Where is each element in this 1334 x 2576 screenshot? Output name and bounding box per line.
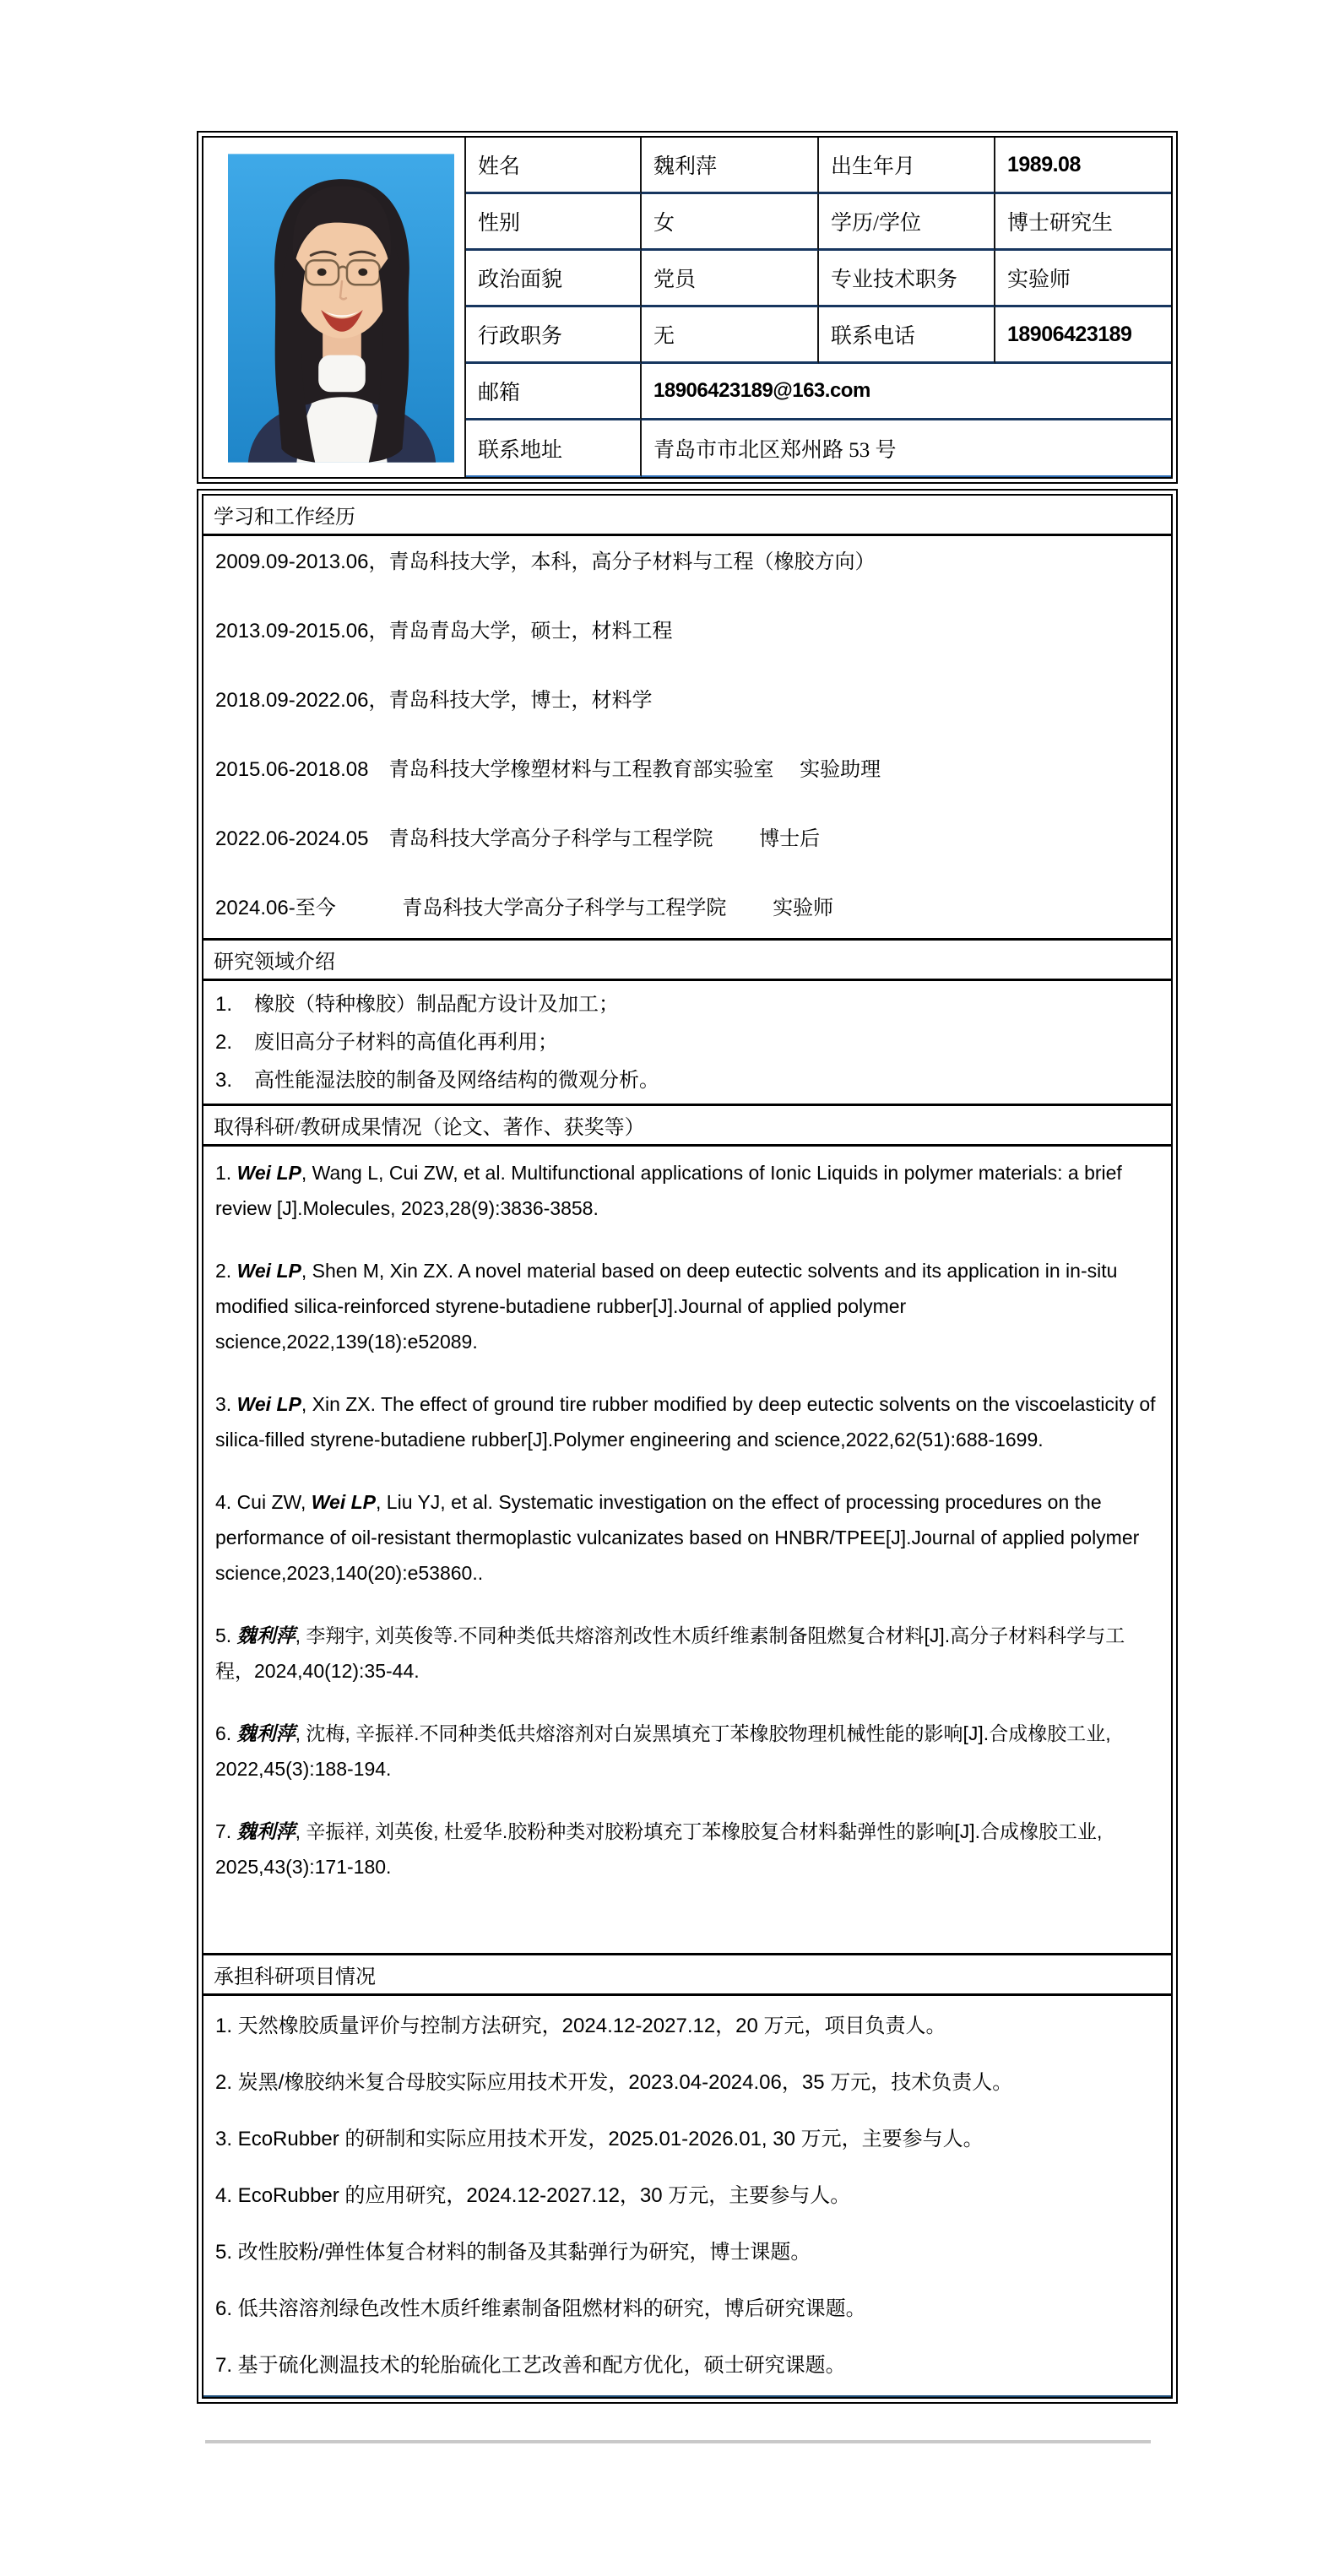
section-header-experience — [203, 496, 1171, 536]
research-area-number: 1. — [215, 993, 233, 1016]
section-header-achievements — [203, 1106, 1171, 1147]
research-area-item — [215, 1030, 1161, 1055]
value-phone-text: 18906423189 — [1007, 322, 1132, 346]
value-name-text: 魏利萍 — [653, 155, 718, 178]
value-political-status-text: 党员 — [653, 268, 697, 291]
section-header-experience-text: 学习和工作经历 — [214, 507, 355, 529]
portrait-photo — [228, 154, 454, 463]
project-item: 7. 基于硫化测温技术的轮胎硫化工艺改善和配方优化，硕士研究课题。 — [215, 2354, 846, 2377]
project-item: 1. 天然橡胶质量评价与控制方法研究，2024.12-2027.12，20 万元，项目负责人。 — [215, 2015, 946, 2037]
personal-info-grid — [203, 138, 1171, 477]
label-admin-position — [466, 307, 642, 364]
label-gender-text: 性别 — [478, 212, 521, 235]
research-area-item — [215, 992, 1161, 1017]
cv-sections-table — [197, 489, 1178, 2404]
research-area-number: 2. — [215, 1031, 233, 1054]
section-header-projects — [203, 1955, 1171, 1996]
section-content-research-areas — [203, 981, 1171, 1106]
section-header-achievements-text: 取得科研/教研成果情况（论文、著作、获奖等） — [214, 1117, 645, 1139]
value-political-status — [642, 251, 819, 307]
research-area-text: 废旧高分子材料的高值化再利用； — [254, 1031, 558, 1054]
label-degree — [819, 194, 995, 251]
value-name — [642, 138, 819, 194]
label-phone — [819, 307, 995, 364]
publication-item: 3. Wei LP, Xin ZX. The effect of ground tire rubber modified by deep eutectic solvents on the viscoelasticity of silica-filled styrene-butadiene rubber[J].Polymer engineering and science,2022,62(51):688-1699. — [215, 1393, 1156, 1451]
section-content-achievements — [203, 1147, 1171, 1955]
research-area-item — [215, 1068, 1161, 1093]
label-phone-text: 联系电话 — [831, 325, 916, 348]
label-admin-position-text: 行政职务 — [478, 325, 563, 348]
label-email-text: 邮箱 — [478, 382, 521, 404]
experience-item: 2015.06-2018.08 青岛科技大学橡塑材料与工程教育部实验室 实验助理 — [215, 758, 881, 781]
publication-item: 2. Wei LP, Shen M, Xin ZX. A novel material based on deep eutectic solvents and its application in in-situ modified silica-reinforced styrene-butadiene rubber[J].Journal of applied polymer science,2022,139(18):e52089. — [215, 1260, 1118, 1353]
page-break-divider — [205, 2440, 1151, 2443]
value-address — [642, 420, 1171, 477]
research-area-text: 高性能湿法胶的制备及网络结构的微观分析。 — [254, 1069, 659, 1092]
value-address-text: 青岛市市北区郑州路 53 号 — [653, 438, 897, 462]
research-area-text: 橡胶（特种橡胶）制品配方设计及加工； — [254, 993, 619, 1016]
label-address-text: 联系地址 — [478, 438, 563, 462]
label-birth-date-text: 出生年月 — [831, 155, 916, 178]
label-name — [466, 138, 642, 194]
label-email — [466, 364, 642, 420]
value-degree — [995, 194, 1171, 251]
cv-sections-table-inner — [202, 494, 1173, 2399]
label-professional-title — [819, 251, 995, 307]
value-professional-title — [995, 251, 1171, 307]
section-content-experience — [203, 536, 1171, 941]
publication-item: 5. 魏利萍, 李翔宇, 刘英俊等.不同种类低共熔溶剂改性木质纤维素制备阻燃复合材料[J].高分子材料科学与工程，2024,40(12):35-44. — [215, 1624, 1125, 1682]
publication-item: 7. 魏利萍, 辛振祥, 刘英俊, 杜爱华.胶粉种类对胶粉填充丁苯橡胶复合材料黏弹性的影响[J].合成橡胶工业, 2025,43(3):171-180. — [215, 1820, 1103, 1878]
section-content-projects — [203, 1996, 1171, 2397]
label-name-text: 姓名 — [478, 155, 521, 178]
value-gender-text: 女 — [653, 212, 675, 235]
project-item: 3. EcoRubber 的研制和实际应用技术开发，2025.01-2026.01, 30 万元，主要参与人。 — [215, 2128, 984, 2150]
label-degree-text: 学历/学位 — [831, 212, 921, 235]
project-item: 2. 炭黑/橡胶纳米复合母胶实际应用技术开发，2023.04-2024.06，35 万元，技术负责人。 — [215, 2071, 1013, 2094]
value-birth-date — [995, 138, 1171, 194]
value-birth-date-text: 1989.08 — [1007, 152, 1081, 176]
experience-item: 2013.09-2015.06，青岛青岛大学，硕士，材料工程 — [215, 620, 673, 643]
personal-info-table — [197, 131, 1178, 484]
section-header-research-areas-text: 研究领域介绍 — [214, 952, 335, 973]
value-admin-position — [642, 307, 819, 364]
label-address — [466, 420, 642, 477]
experience-item: 2022.06-2024.05 青岛科技大学高分子科学与工程学院 博士后 — [215, 827, 821, 850]
section-header-projects-text: 承担科研项目情况 — [214, 1966, 376, 1988]
label-birth-date — [819, 138, 995, 194]
project-item: 4. EcoRubber 的应用研究，2024.12-2027.12，30 万元，主要参与人。 — [215, 2184, 851, 2207]
photo-cell — [203, 138, 466, 477]
value-email — [642, 364, 1171, 420]
publication-item: 1. Wei LP, Wang L, Cui ZW, et al. Multifunctional applications of Ionic Liquids in polymer materials: a brief review [J].Molecules, 2023,28(9):3836-3858. — [215, 1162, 1122, 1219]
label-political-status — [466, 251, 642, 307]
value-gender — [642, 194, 819, 251]
experience-item: 2009.09-2013.06，青岛科技大学，本科，高分子材料与工程（橡胶方向） — [215, 550, 876, 573]
cv-sections-stack — [203, 496, 1171, 2397]
value-degree-text: 博士研究生 — [1007, 212, 1114, 235]
experience-item: 2018.09-2022.06，青岛科技大学，博士，材料学 — [215, 689, 653, 712]
project-item: 5. 改性胶粉/弹性体复合材料的制备及其黏弹行为研究，博士课题。 — [215, 2241, 811, 2264]
project-item: 6. 低共溶溶剂绿色改性木质纤维素制备阻燃材料的研究，博后研究课题。 — [215, 2297, 866, 2320]
value-admin-position-text: 无 — [653, 325, 675, 348]
publication-item: 6. 魏利萍, 沈梅, 辛振祥.不同种类低共熔溶剂对白炭黑填充丁苯橡胶物理机械性能的影响[J].合成橡胶工业, 2022,45(3):188-194. — [215, 1722, 1111, 1780]
section-header-research-areas — [203, 941, 1171, 981]
label-gender — [466, 194, 642, 251]
personal-info-table-inner — [202, 136, 1173, 479]
value-professional-title-text: 实验师 — [1007, 268, 1071, 291]
publication-item: 4. Cui ZW, Wei LP, Liu YJ, et al. Systematic investigation on the effect of processing procedures on the performance of oil-resistant thermoplastic vulcanizates based on HNBR/TPEE[J].Journal of applied polymer science,2023,140(20):e53860.. — [215, 1491, 1140, 1584]
label-professional-title-text: 专业技术职务 — [831, 268, 958, 291]
research-area-number: 3. — [215, 1069, 233, 1092]
experience-item: 2024.06-至今 青岛科技大学高分子科学与工程学院 实验师 — [215, 897, 834, 919]
label-political-status-text: 政治面貌 — [478, 268, 563, 291]
value-email-text: 18906423189@163.com — [653, 379, 870, 402]
value-phone — [995, 307, 1171, 364]
